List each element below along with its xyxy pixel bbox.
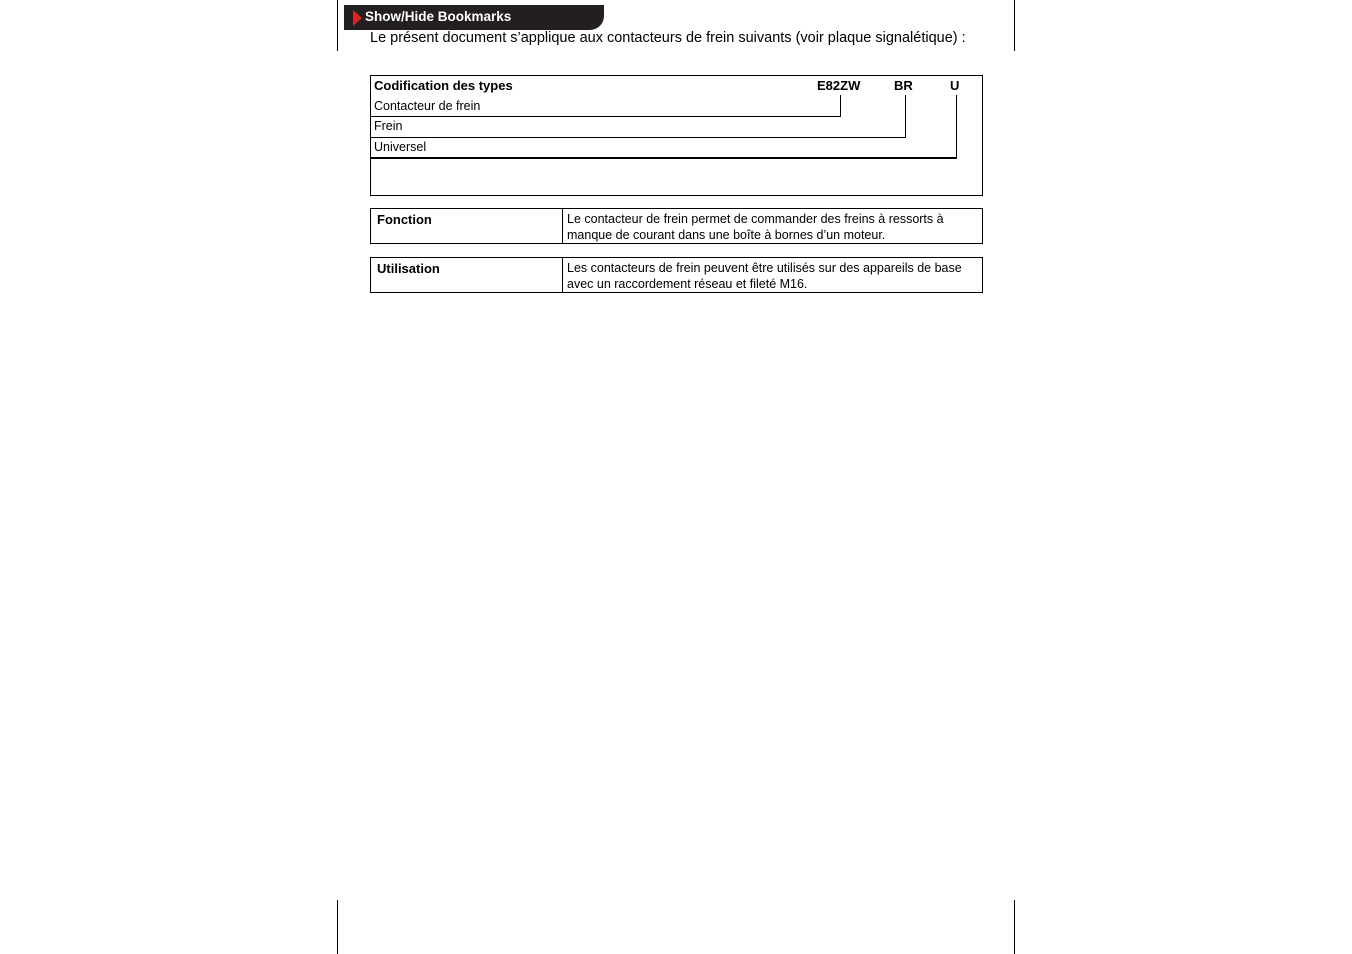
utilisation-label: Utilisation <box>377 261 440 276</box>
crop-mark-bottom-left <box>337 900 338 954</box>
code-br: BR <box>894 78 913 93</box>
crop-mark-top-left <box>337 0 338 51</box>
fonction-description: Le contacteur de frein permet de commander des freins à ressorts à manque de courant dans une boîte à bornes d’un moteur. <box>567 212 944 242</box>
row-universel: Universel <box>374 140 427 154</box>
line-universel <box>371 157 957 159</box>
codification-title: Codification des types <box>374 78 513 93</box>
crop-mark-top-right <box>1014 0 1015 51</box>
row-frein: Frein <box>374 119 403 133</box>
line-e82zw-drop <box>840 95 841 117</box>
utilisation-row <box>370 257 983 293</box>
type-codification-table <box>370 75 983 196</box>
fonction-row <box>370 208 983 244</box>
intro-paragraph: Le présent document s’applique aux contacteurs de frein suivants (voir plaque signalétique) : <box>370 30 966 46</box>
line-frein <box>371 137 906 138</box>
line-u-drop <box>956 95 957 159</box>
code-u: U <box>950 78 960 93</box>
row-contacteur-de-frein: Contacteur de frein <box>374 99 481 113</box>
fonction-label: Fonction <box>377 212 432 227</box>
line-br-drop <box>905 95 906 138</box>
column-divider <box>562 209 563 243</box>
line-contacteur <box>371 116 841 117</box>
utilisation-description: Les contacteurs de frein peuvent être utilisés sur des appareils de base avec un raccordement réseau et fileté M16. <box>567 261 962 291</box>
show-hide-bookmarks-button[interactable] <box>344 5 604 30</box>
triangle-right-icon <box>353 10 362 26</box>
bookmarks-label: Show/Hide Bookmarks <box>365 9 512 24</box>
code-e82zw: E82ZW <box>817 78 861 93</box>
crop-mark-bottom-right <box>1014 900 1015 954</box>
column-divider <box>562 258 563 292</box>
